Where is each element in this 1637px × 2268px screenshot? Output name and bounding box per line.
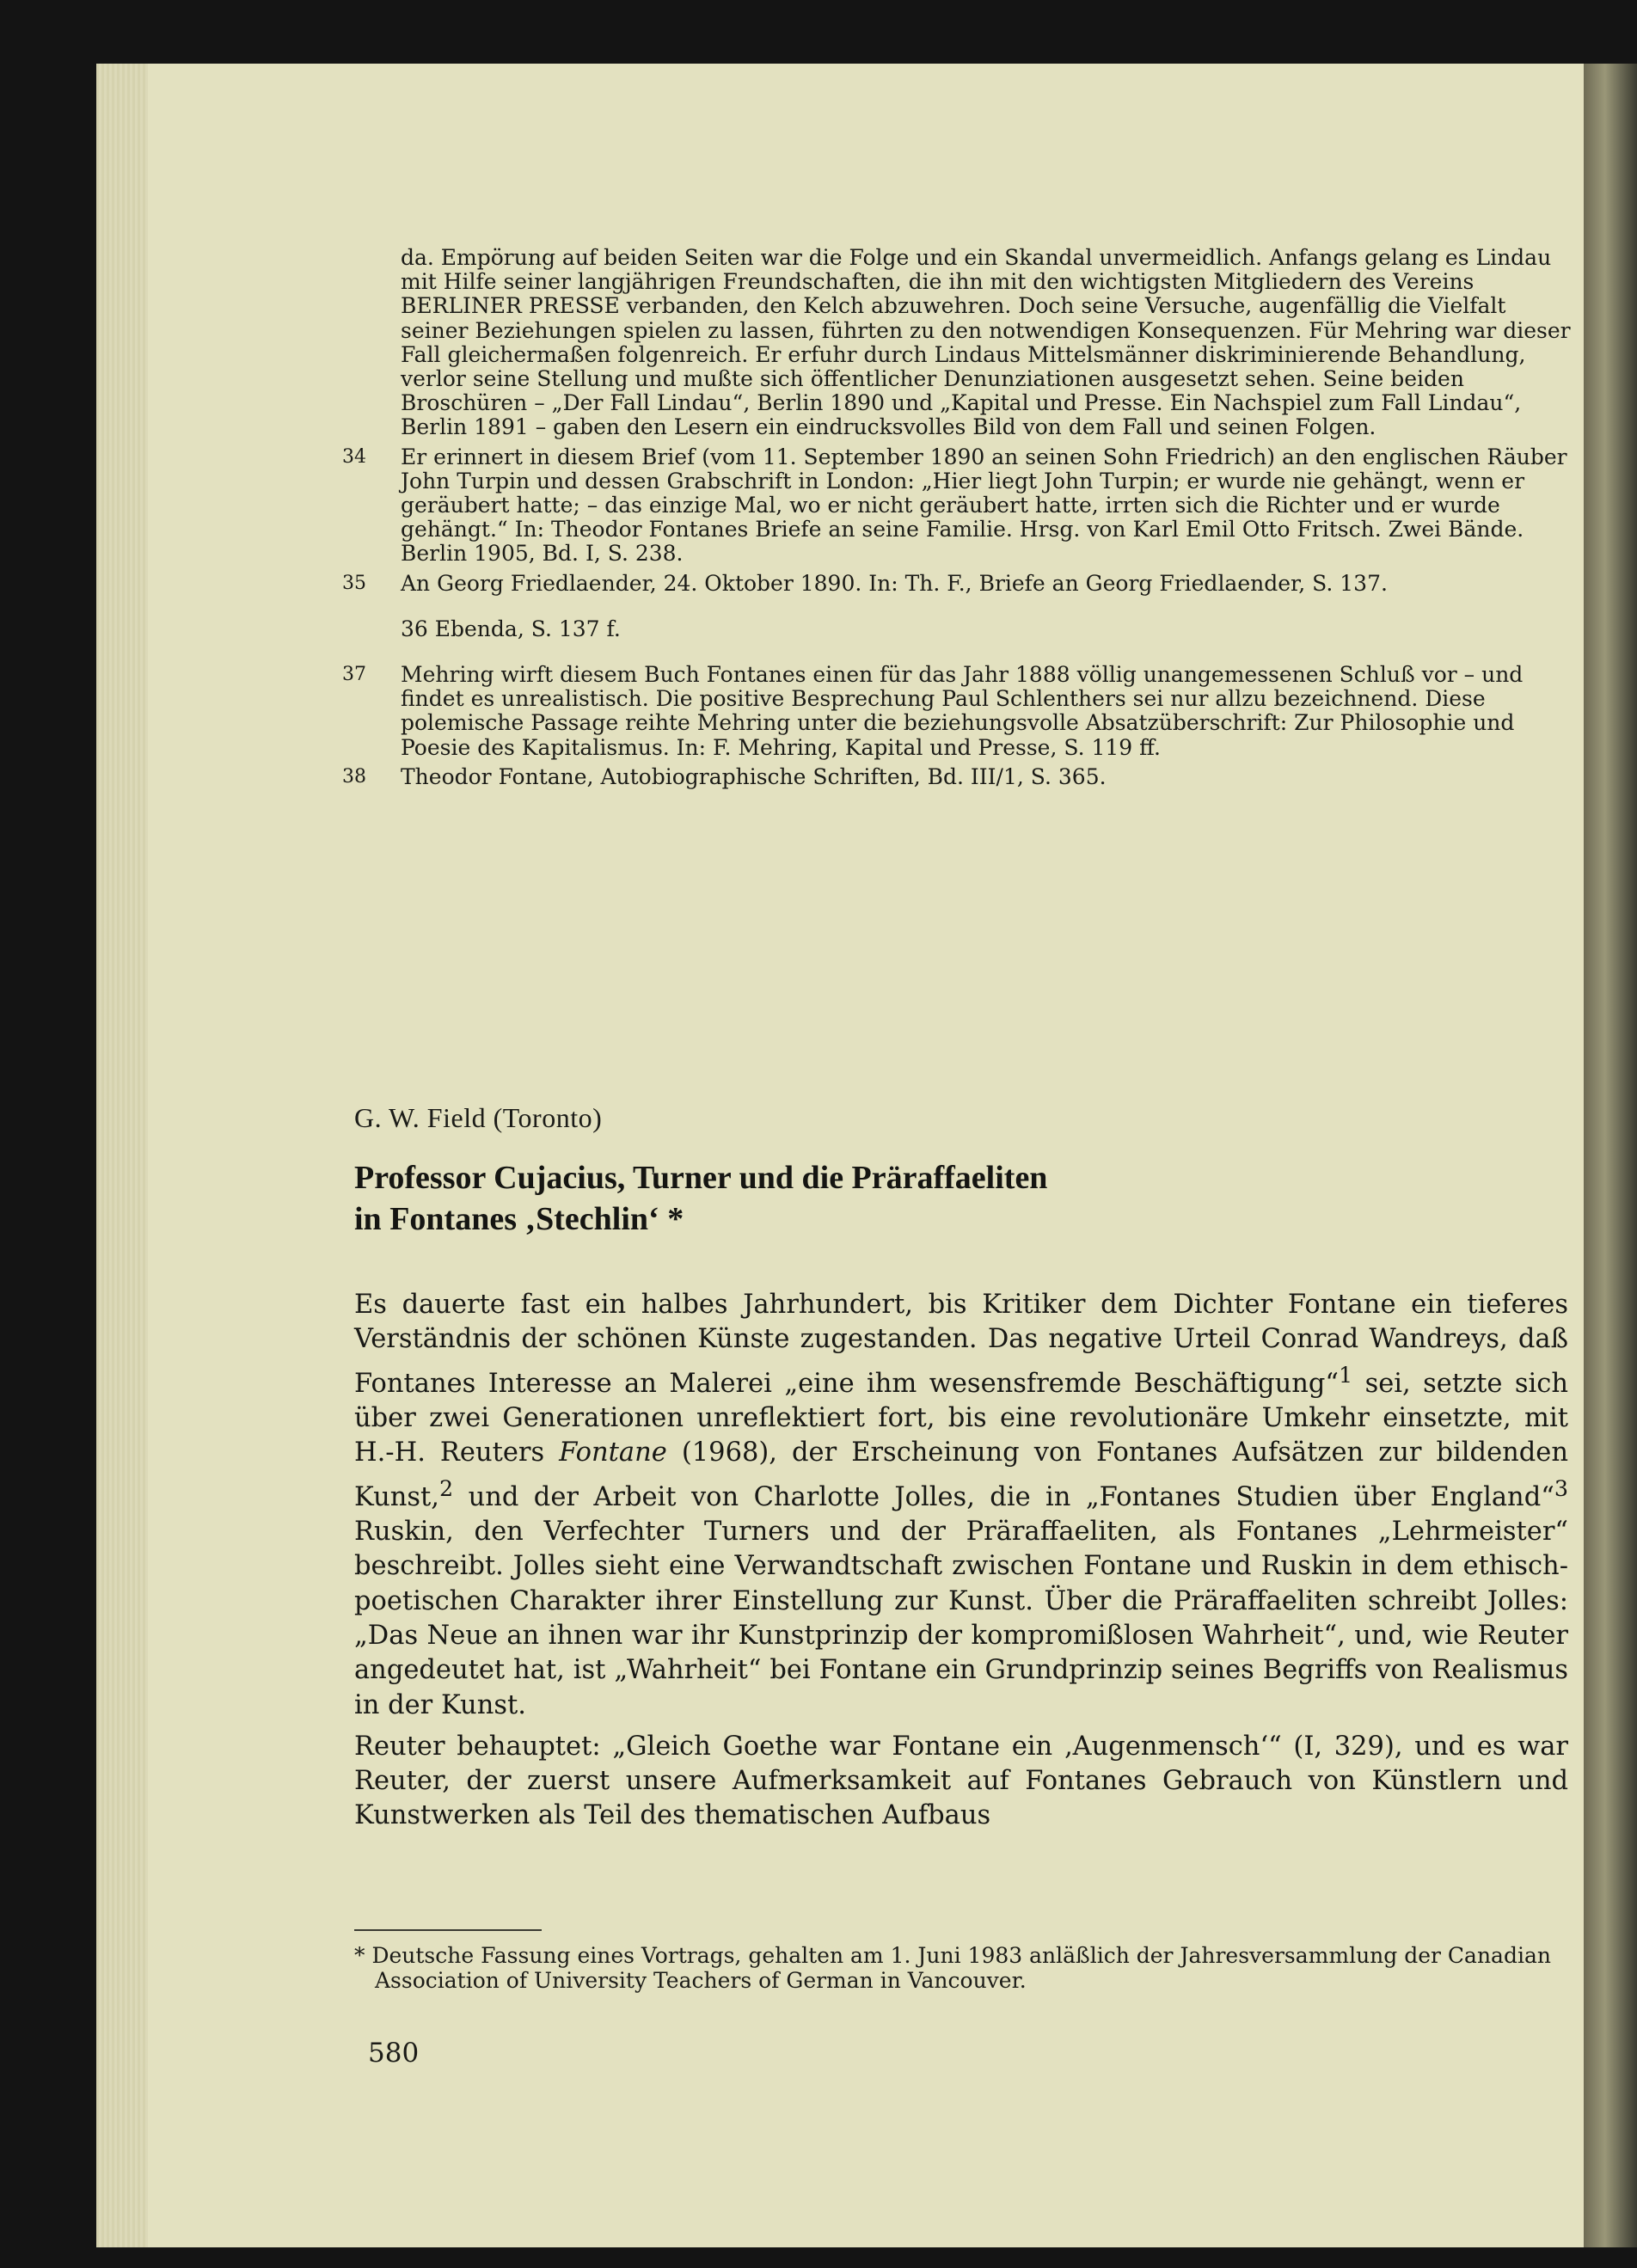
footnote-ref: 3: [1554, 1474, 1568, 1501]
endnote-35: 35 An Georg Friedlaender, 24. Oktober 1890. In: Th. F., Briefe an Georg Friedlaender, S. 137.: [342, 570, 1388, 596]
endnote-number: 34: [342, 445, 366, 468]
title-line-2: in Fontanes ‚Stechlin‘ *: [354, 1201, 684, 1237]
endnote-number: 35: [342, 572, 366, 594]
page-number: 580: [368, 2038, 420, 2069]
endnote-34: 34 Er erinnert in diesem Brief (vom 11. September 1890 an seinen Sohn Friedrich) an den englischen Räuber John Turpin und dessen Grabschrift in London: „Hier liegt John Turpin; er wurde nie gehängt, wenn er geräubert hatte; – das einzige Mal, wo er nicht geräubert hatte, irrten sich die Richter und er wurde gehängt.“ In: Theodor Fontanes Briefe an seine Familie. Hrsg. von Karl Emil Otto Fritsch. Zwei Bände. Berlin 1905, Bd. I, S. 238.: [342, 444, 1567, 567]
endnote-number: 38: [342, 765, 366, 788]
endnote-38: 38 Theodor Fontane, Autobiographische Schriften, Bd. III/1, S. 365.: [342, 763, 1107, 789]
footnote-divider: [354, 1929, 542, 1931]
article-title: [354, 1157, 1558, 1240]
page-edge-stack: [96, 64, 148, 2247]
footnote-ref: 1: [1339, 1361, 1353, 1388]
paragraph-1: Es dauerte fast ein halbes Jahrhundert, bis Kritiker dem Dichter Fontane ein tieferes Verständnis der schönen Künste zugestanden. Das negative Urteil Conrad Wandreys, daß Fontanes Interesse an Malerei „eine ihm wesensfremde Beschäftigung“$^1$ sei, setzte sich über zwei Generationen unreflektiert fort, bis eine revolutionäre Umkehr einsetzte, mit H.-H. Reuters Fontane (1968), der Erscheinung von Fontanes Aufsätzen zur bildenden Kunst,$^2$ und der Arbeit von Charlotte Jolles, die in „Fontanes Studien über England“$^3$ Ruskin, den Verfechter Turners und der Präraffaeliten, als Fontanes „Lehrmeister“ beschreibt. Jolles sieht eine Verwandtschaft zwischen Fontane und Ruskin in dem ethisch-poetischen Charakter ihrer Einstellung zur Kunst. Über die Präraffaeliten schreibt Jolles: „Das Neue an ihnen war ihr Kunstprinzip der kompromißlosen Wahrheit“, und, wie Reuter angedeutet hat, ist „Wahrheit“ bei Fontane ein Grundprinzip seines Begriffs von Realismus in der Kunst.: [354, 1290, 1569, 1720]
title-line-1: Professor Cujacius, Turner und die Präraffaeliten: [354, 1160, 1048, 1196]
article-author: G. W. Field (Toronto): [354, 1102, 603, 1133]
endnote-continuation: da. Empörung auf beiden Seiten war die Folge und ein Skandal unvermeidlich. Anfangs gelang es Lindau mit Hilfe seiner langjährigen Freundschaften, die ihn mit den wichtigsten Mitgliedern des Vereins BERLINER PRESSE verbanden, den Kelch abzuwehren. Doch seine Versuche, augenfällig die Vielfalt seiner Beziehungen spielen zu lassen, führten zu den notwendigen Konsequenzen. Für Mehring war dieser Fall gleichermaßen folgenreich. Er erfuhr durch Lindaus Mittelsmänner diskriminierende Behandlung, verlor seine Stellung und mußte sich öffentlicher Denunziationen ausgesetzt sehen. Seine beiden Broschüren – „Der Fall Lindau“, Berlin 1890 und „Kapital und Presse. Ein Nachspiel zum Fall Lindau“, Berlin 1891 – gaben den Lesern ein eindrucksvolles Bild von dem Fall und seinen Folgen.: [401, 245, 1571, 440]
article-body: [354, 1288, 1568, 1834]
paragraph-2: Reuter behauptet: „Gleich Goethe war Fontane ein ‚Augenmensch‘“ (I, 329), und es war Reuter, der zuerst unsere Aufmerksamkeit auf Fontanes Gebrauch von Künstlern und Kunstwerken als Teil des thematischen Aufbaus: [354, 1731, 1568, 1831]
endnote-37: 37 Mehring wirft diesem Buch Fontanes einen für das Jahr 1888 völlig unangemessenen Schluß vor – und findet es unrealistisch. Die positive Besprechung Paul Schlenthers sei nur allzu bezeichnend. Diese polemische Passage reihte Mehring unter die beziehungsvolle Absatzüberschrift: Zur Philosophie und Poesie des Kapitalismus. In: F. Mehring, Kapital und Presse, S. 119 ff.: [342, 662, 1524, 760]
endnote-number: 37: [342, 664, 366, 686]
endnotes: [342, 245, 1575, 789]
endnote-36: 36 Ebenda, S. 137 f.: [401, 616, 621, 641]
footnote-ref: 2: [439, 1474, 454, 1501]
facing-page-edge: [1584, 64, 1637, 2247]
book-page: [96, 64, 1584, 2247]
footnote-star: * Deutsche Fassung eines Vortrags, gehalten am 1. Juni 1983 anläßlich der Jahresversammlung der Canadian Association of University Teachers of German in Vancouver.: [354, 1943, 1551, 1993]
